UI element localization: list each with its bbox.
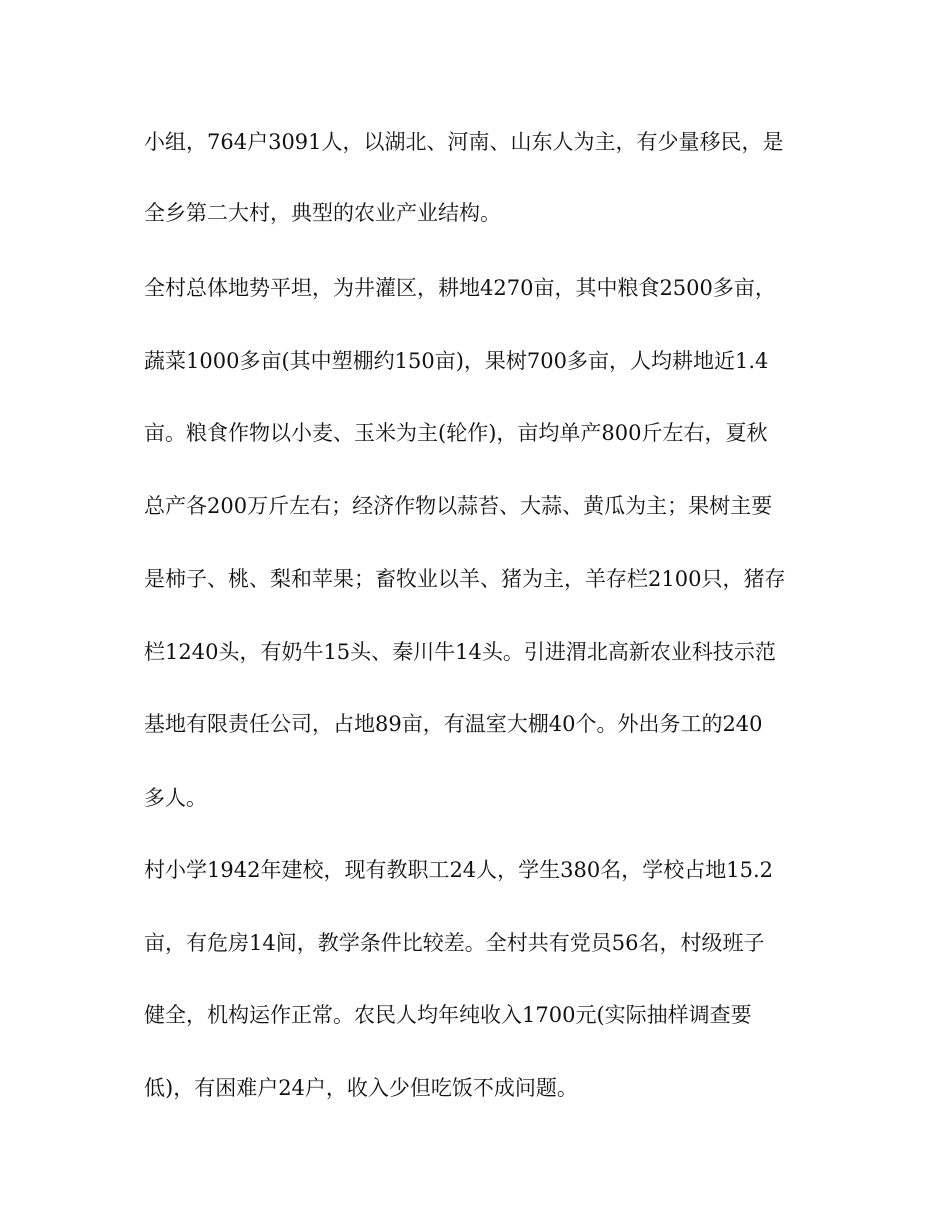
paragraph-2-line-8: 多人。: [144, 786, 207, 810]
paragraph-3-line-4: 低)，有困难户24户，收入少但吃饭不成问题。: [144, 1076, 578, 1100]
paragraph-2-line-5: 是柿子、桃、梨和苹果；畜牧业以羊、猪为主，羊存栏2100只，猪存: [144, 567, 786, 591]
paragraph-1-line-2: 全乡第二大村，典型的农业产业结构。: [144, 201, 501, 225]
paragraph-2-line-3: 亩。粮食作物以小麦、玉米为主(轮作)，亩均单产800斤左右，夏秋: [144, 421, 768, 445]
paragraph-3-line-2: 亩，有危房14间，教学条件比较差。全村共有党员56名，村级班子: [144, 931, 765, 955]
paragraph-3-line-1: 村小学1942年建校，现有教职工24人，学生380名，学校占地15.2: [144, 858, 774, 882]
paragraph-3-line-3: 健全，机构运作正常。农民人均年纯收入1700元(实际抽样调查要: [144, 1003, 752, 1027]
paragraph-2-line-2: 蔬菜1000多亩(其中塑棚约150亩)，果树700多亩，人均耕地近1.4: [144, 349, 769, 373]
paragraph-2-line-6: 栏1240头，有奶牛15头、秦川牛14头。引进渭北高新农业科技示范: [144, 640, 776, 664]
paragraph-2-line-7: 基地有限责任公司，占地89亩，有温室大棚40个。外出务工的240: [144, 712, 763, 736]
paragraph-2-line-1: 全村总体地势平坦，为井灌区，耕地4270亩，其中粮食2500多亩，: [144, 276, 776, 300]
paragraph-1-line-1: 小组，764户3091人，以湖北、河南、山东人为主，有少量移民，是: [144, 130, 784, 154]
paragraph-2-line-4: 总产各200万斤左右；经济作物以蒜苔、大蒜、黄瓜为主；果树主要: [144, 494, 773, 518]
